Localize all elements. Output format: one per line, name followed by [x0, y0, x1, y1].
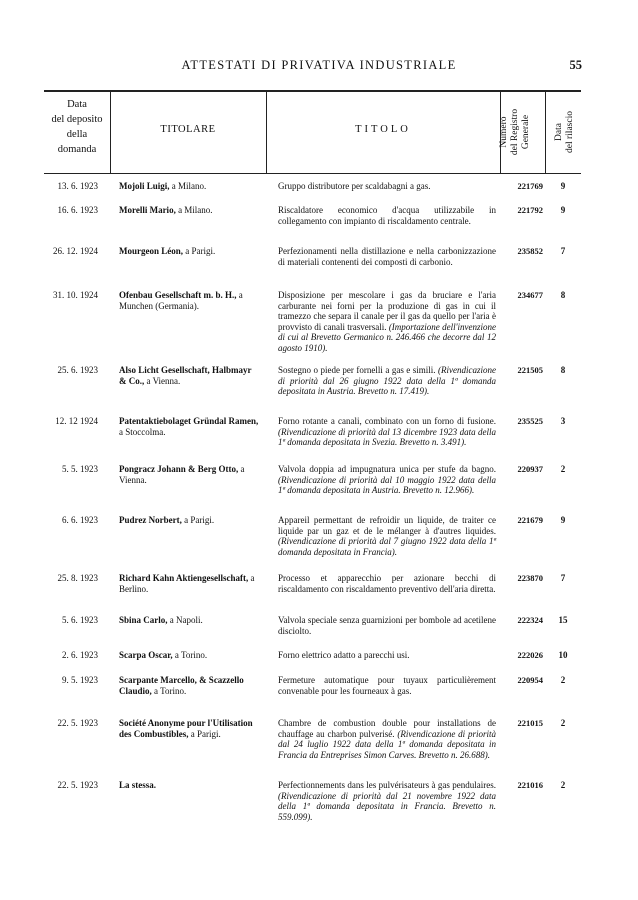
row-release: 2 [560, 718, 566, 728]
row-date: 25. 6. 1923 [57, 365, 98, 375]
holder-name: Société Anonyme pour l'Utilisation des Combustibles, [119, 718, 253, 739]
row-title: Processo et apparecchio per azionare becchi di riscaldamento con riscaldamento preventivo dell'aria diretta. [278, 573, 496, 594]
holder-name: Sbina Carlo, [119, 615, 168, 625]
holder-name: Scarpante Marcello, & Scazzello Claudio, [119, 675, 244, 696]
holder-name: Pongracz Johann & Berg Otto, [119, 464, 239, 474]
row-register-number: 220937 [517, 464, 543, 474]
row-title: Sostegno o piede per fornelli a gas e simili. (Rivendicazione di priorità dal 26 giugno 1922 data della 1ª domanda depositata in Austria. Brevetto n. 17.419). [278, 365, 496, 397]
row-title: Valvola doppia ad impugnatura unica per stufe da bagno. (Rivendicazione di priorità dal 10 maggio 1922 data della 1ª domanda depositata in Austria. Brevetto n. 12.966). [278, 464, 496, 496]
row-release: 15 [558, 615, 568, 625]
column-divider [110, 92, 111, 173]
holder-name: Mojoli Luigi, [119, 181, 170, 191]
row-register-number: 221016 [517, 780, 543, 790]
holder-name: Morelli Mario, [119, 205, 176, 215]
row-release: 9 [560, 181, 566, 191]
row-register-number: 221015 [517, 718, 543, 728]
page-header [0, 58, 638, 74]
row-date: 22. 5. 1923 [57, 780, 98, 790]
row-date: 31. 10. 1924 [53, 290, 98, 300]
column-header-title: TITOLO [355, 124, 411, 135]
holder-name: Patentaktiebolaget Gründal Ramen, [119, 416, 259, 426]
column-header-holder: TITOLARE [160, 124, 216, 135]
row-title: Gruppo distributore per scaldabagni a gas. [278, 181, 431, 191]
holder-name: Also Licht Gesellschaft, Halbmayr & Co., [119, 365, 252, 386]
column-divider [545, 92, 546, 173]
title-note: (Rivendicazione di priorità dal 24 luglio 1922 data della 1ª domanda depositata in Francia da Entreprises Simon Carves. Brevetto n. 26.688). [278, 728, 497, 760]
row-title: Perfezionamenti nella distillazione e nella carbonizzazione di materiali contenenti dei composti di carbonio. [278, 246, 496, 267]
title-note: (Importazione dell'invenzione di cui al Brevetto Germanico n. 246.466 che decorre dal 12 agosto 1910). [278, 321, 496, 353]
page-title: ATTESTATI DI PRIVATIVA INDUSTRIALE [181, 58, 457, 72]
row-holder: Société Anonyme pour l'Utilisation des Combustibles, a Parigi. [119, 718, 253, 739]
row-register-number: 222026 [517, 650, 543, 660]
row-register-number: 221679 [517, 515, 543, 525]
row-register-number: 222324 [517, 615, 543, 625]
row-date: 22. 5. 1923 [57, 718, 98, 728]
title-note: (Rivendicazione di priorità dal 7 giugno 1922 data della 1ª domanda depositata in Francia). [278, 536, 496, 557]
row-release: 10 [558, 650, 568, 660]
row-title: Perfectionnements dans les pulvérisateurs à gas pendulaires. (Rivendicazione di priorità dal 21 novembre 1922 data della 1ª domanda depositata in Francia. Brevetto n. 559.099). [278, 780, 496, 822]
row-date: 5. 6. 1923 [62, 615, 98, 625]
column-divider [266, 92, 267, 173]
row-holder: Richard Kahn Aktiengesellschaft, a Berlino. [119, 573, 255, 594]
row-date: 12. 12 1924 [55, 416, 98, 426]
row-date: 26. 12. 1924 [53, 246, 98, 256]
page-number: 55 [569, 58, 582, 72]
row-date: 16. 6. 1923 [57, 205, 98, 215]
row-title: Disposizione per mescolare i gas da bruciare e l'aria carburante nei forni per la produzione di gas in cui il tramezzo che separa il canale per il gas da quello per l'aria è provvisto di canali trasversali. (Importazione dell'invenzione di cui al Brevetto Germanico n. 246.466 che decorre dal 12 agosto 1910). [278, 290, 496, 353]
row-date: 2. 6. 1923 [62, 650, 98, 660]
row-title: Forno elettrico adatto a parecchi usi. [278, 650, 410, 660]
row-register-number: 235525 [517, 416, 543, 426]
row-release: 2 [560, 780, 566, 790]
row-release: 7 [560, 246, 566, 256]
row-title: Riscaldatore economico d'acqua utilizzabile in collegamento con impianto di riscaldamento centrale. [278, 205, 496, 226]
row-holder [119, 780, 259, 791]
row-release: 9 [560, 515, 566, 525]
table-header-rule [44, 173, 581, 174]
row-register-number: 221792 [517, 205, 543, 215]
row-title: Chambre de combustion double pour installations de chauffage au charbon pulverisé. (Rivendicazione di priorità dal 24 luglio 1922 data della 1ª domanda depositata in Francia da Entreprises Simon Carves. Brevetto n. 26.688). [278, 718, 497, 760]
holder-name: Pudrez Norbert, [119, 515, 182, 525]
column-header-date: Data del deposito della domanda [51, 99, 103, 155]
row-title: Appareil permettant de refroidir un liquide, de traiter ce liquide par un gaz et de le mélanger à d'autres liquides. (Rivendicazione di priorità dal 7 giugno 1922 data della 1ª domanda depositata in Francia). [278, 515, 496, 557]
title-note: (Rivendicazione di priorità dal 13 dicembre 1923 data della 1ª domanda depositata in Svezia. Brevetto n. 3.491). [278, 426, 496, 448]
holder-name: Scarpa Oscar, [119, 650, 173, 660]
row-register-number: 223870 [517, 573, 543, 583]
row-date: 25. 8. 1923 [57, 573, 98, 583]
row-holder: Scarpante Marcello, & Scazzello Claudio, a Torino. [119, 675, 244, 696]
row-holder: Pongracz Johann & Berg Otto, a Vienna. [119, 464, 245, 485]
row-release: 2 [560, 464, 566, 474]
row-holder: Mourgeon Léon, a Parigi. [119, 246, 216, 256]
row-register-number: 221505 [517, 365, 543, 375]
row-register-number: 234677 [517, 290, 543, 300]
row-release: 8 [560, 365, 566, 375]
holder-name: Richard Kahn Aktiengesellschaft, [119, 573, 249, 583]
row-title: Forno rotante a canali, combinato con un forno di fusione. (Rivendicazione di priorità dal 13 dicembre 1923 data della 1ª domanda depositata in Svezia. Brevetto n. 3.491). [278, 416, 496, 448]
row-holder: Sbina Carlo, a Napoli. [119, 615, 203, 625]
holder-name: Ofenbau Gesellschaft m. b. H., [119, 290, 237, 300]
row-holder: Scarpa Oscar, a Torino. [119, 650, 208, 660]
row-register-number: 235852 [517, 246, 543, 256]
row-holder: Morelli Mario, a Milano. [119, 205, 213, 215]
row-release: 2 [560, 675, 566, 685]
row-holder: Pudrez Norbert, a Parigi. [119, 515, 215, 525]
row-release: 8 [560, 290, 566, 300]
row-date: 9. 5. 1923 [62, 675, 98, 685]
row-title: Valvola speciale senza guarnizioni per bombole ad acetilene disciolto. [278, 615, 496, 636]
row-holder: Mojoli Luigi, a Milano. [119, 181, 207, 191]
column-header-release: Data del rilascio [554, 111, 575, 153]
holder-name: La stessa. [119, 780, 157, 790]
row-date: 5. 5. 1923 [62, 464, 98, 474]
row-holder: Patentaktiebolaget Gründal Ramen, a Stoccolma. [119, 416, 259, 437]
row-register-number: 220954 [517, 675, 543, 685]
title-note: (Rivendicazione di priorità dal 21 novembre 1922 data della 1ª domanda depositata in Francia. Brevetto n. 559.099). [278, 790, 496, 822]
row-date: 13. 6. 1923 [57, 181, 98, 191]
row-release: 3 [560, 416, 566, 426]
row-holder: Also Licht Gesellschaft, Halbmayr & Co., a Vienna. [119, 365, 252, 386]
column-header-number: Numero del Registro Generale [499, 108, 531, 156]
row-title: Fermeture automatique pour tuyaux particulièrement convenable pour les fourneaux à gas. [278, 675, 496, 696]
title-note: (Rivendicazione di priorità dal 26 giugno 1922 data della 1ª domanda depositata in Austria. Brevetto n. 17.419). [278, 365, 496, 397]
row-release: 9 [560, 205, 566, 215]
row-release: 7 [560, 573, 566, 583]
row-date: 6. 6. 1923 [62, 515, 98, 525]
row-register-number: 221769 [517, 181, 543, 191]
holder-name: Mourgeon Léon, [119, 246, 183, 256]
title-note: (Rivendicazione di priorità dal 10 maggio 1922 data della 1ª domanda depositata in Austria. Brevetto n. 12.966). [278, 474, 496, 496]
row-holder: Ofenbau Gesellschaft m. b. H., a Munchen (Germania). [119, 290, 243, 311]
